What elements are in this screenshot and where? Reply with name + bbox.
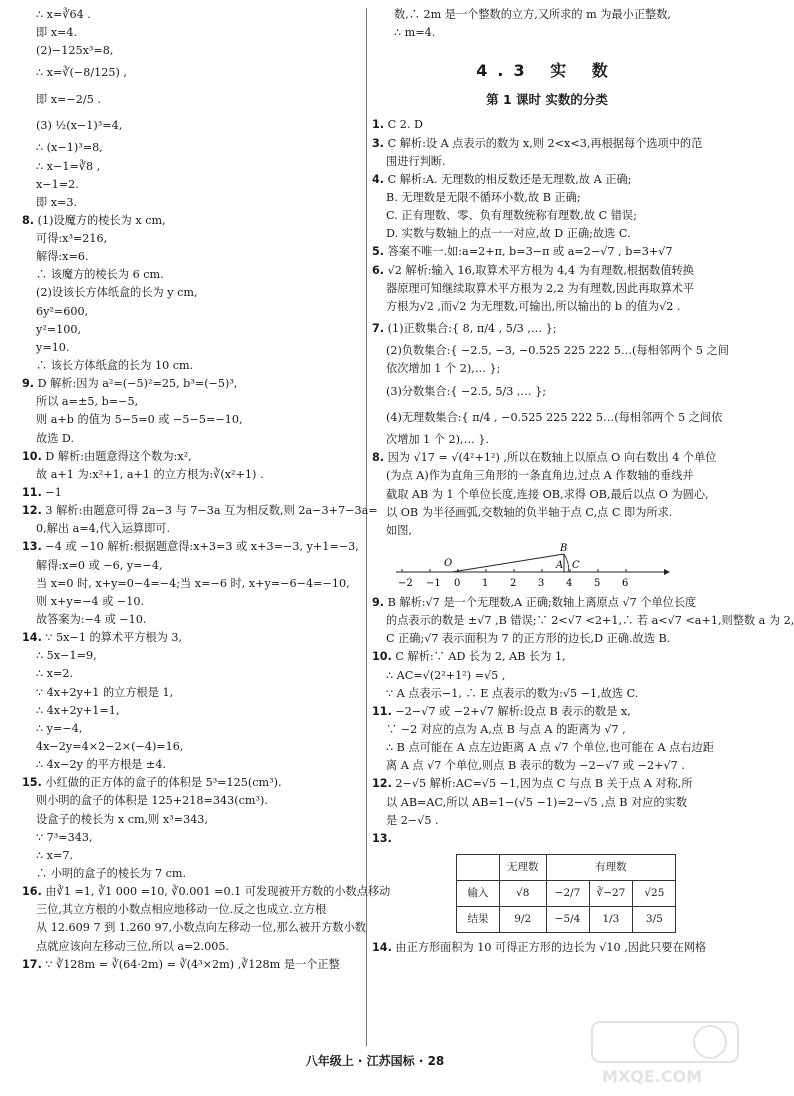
answer-text: −2−√7 或 −2+√7 解析:设点 B 表示的数是 x, xyxy=(395,704,631,718)
answer-text: (2)负数集合:{ −2.5, −3, −0.525 225 222 5…(每相邻两个 5 之间 xyxy=(386,344,729,358)
answer-line xyxy=(22,158,362,176)
answer-line xyxy=(372,262,722,280)
answer-line xyxy=(22,357,362,375)
answer-text: 三位,其立方根的小数点相应地移动一位.反之也成立.立方根 xyxy=(36,903,327,917)
question-number: 9. xyxy=(22,377,35,391)
answer-line xyxy=(372,794,722,812)
number-line-figure xyxy=(392,542,672,590)
answer-text: 器原理可知继续取算术平方根为 2,2 为有理数,因此再取算术平 xyxy=(386,281,695,295)
answer-text: 故 a+1 为:x²+1, a+1 的立方根为:∛(x²+1) . xyxy=(36,467,264,481)
answer-text: 离 A 点 √7 个单位,则点 B 表示的数为 −2−√7 或 −2+√7 . xyxy=(386,759,685,773)
answer-text: (4)无理数集合:{ π/4 , −0.525 225 222 5…(每相邻两个 5 之间依 xyxy=(386,410,723,424)
answer-text: 即 x=4. xyxy=(36,26,78,40)
answer-line xyxy=(372,739,722,757)
answer-line xyxy=(22,87,362,113)
answer-text: ∵ 4x+2y+1 的立方根是 1, xyxy=(36,685,174,699)
answer-text: 数,∴ 2m 是一个整数的立方,又所求的 m 为最小正整数, xyxy=(394,8,671,21)
table-cell: 输入 xyxy=(457,881,500,907)
answer-text: 小红做的正方体的盒子的体积是 5³=125(cm³). xyxy=(45,776,282,790)
answer-line xyxy=(372,522,722,540)
answer-text: 故答案为:−4 或 −10. xyxy=(36,613,147,627)
answer-line xyxy=(22,303,362,321)
answer-text: ∴ 该魔方的棱长为 6 cm. xyxy=(36,268,164,282)
answer-line xyxy=(372,6,722,24)
tick-label: 5 xyxy=(594,578,601,590)
answer-line xyxy=(22,230,362,248)
answer-line xyxy=(372,405,722,431)
answer-text: 由∛1 =1, ∛1 000 =10, ∛0.001 =0.1 可发现被开方数的小数点移动 xyxy=(45,885,391,899)
answer-text: ∴ 该长方体纸盒的长为 10 cm. xyxy=(36,359,194,373)
answer-line xyxy=(22,339,362,357)
answer-line xyxy=(372,280,722,298)
answer-line xyxy=(372,171,722,189)
question-number: 5. xyxy=(372,245,385,259)
axis-arrow xyxy=(664,569,670,575)
answer-text: 以 OB 为半径画弧,交数轴的负半轴于点 C,点 C 即为所求. xyxy=(386,505,673,519)
answer-text: ∴ 4x+2y+1=1, xyxy=(36,703,120,717)
answer-line xyxy=(22,139,362,157)
answer-text: D. 实数与数轴上的点一一对应,故 D 正确;故选 C. xyxy=(386,227,631,241)
answer-line xyxy=(22,448,362,466)
answer-line xyxy=(372,135,722,153)
answer-text: (2)−125x³=8, xyxy=(36,44,114,58)
answer-text: B 解析:√7 是一个无理数,A 正确;数轴上离原点 √7 个单位长度 xyxy=(387,596,697,610)
answer-text: 点就应该向左移动三位,所以 a=2.005. xyxy=(36,939,229,953)
table-cell: 1/3 xyxy=(589,907,633,933)
answer-text: −1 xyxy=(45,486,62,500)
answer-line xyxy=(22,60,362,86)
question-number: 11. xyxy=(22,486,42,500)
table-cell: 有理数 xyxy=(546,855,676,881)
answer-text: 解得:x=6. xyxy=(36,250,89,264)
answer-line xyxy=(372,189,722,207)
label-o: O xyxy=(444,558,453,570)
answer-text: (3)分数集合:{ −2.5, 5/3 ,… }; xyxy=(386,384,547,398)
answer-line xyxy=(372,342,729,360)
answer-text: ∴ x=7. xyxy=(36,848,74,862)
question-number: 13. xyxy=(22,540,42,554)
label-c: C xyxy=(572,560,580,572)
answer-line xyxy=(372,775,722,793)
question-number: 11. xyxy=(372,704,392,718)
answer-line xyxy=(22,919,366,937)
answer-text: (为点 A)作为直角三角形的一条直角边,过点 A 作数轴的垂线并 xyxy=(386,469,694,483)
answer-text: ∵ ∛128m = ∛(64·2m) = ∛(4³×2m) ,∛128m 是一个正整 xyxy=(45,957,340,971)
answer-text: C 解析:A. 无理数的相反数还是无理数,故 A 正确; xyxy=(387,172,632,186)
answer-text: C 2. D xyxy=(387,118,423,132)
table-cell: 结果 xyxy=(457,907,500,933)
answer-text: 3 解析:由题意可得 2a−3 与 7−3a 互为相反数,则 2a−3+7−3a= xyxy=(45,504,378,518)
tick-label: 3 xyxy=(538,578,545,590)
answer-text: 则小明的盒子的体积是 125+218=343(cm³). xyxy=(36,794,268,808)
answer-line xyxy=(372,830,722,848)
question-number: 15. xyxy=(22,776,42,790)
answer-line xyxy=(22,42,362,60)
table-cell: 9/2 xyxy=(500,907,547,933)
answer-text: 截取 AB 为 1 个单位长度,连接 OB,求得 OB,最后以点 O 为圆心, xyxy=(386,487,709,501)
table-cell: 3/5 xyxy=(633,907,676,933)
table-cell: −2/7 xyxy=(546,881,589,907)
question-number: 12. xyxy=(372,777,392,791)
question-number: 12. xyxy=(22,504,42,518)
answer-text: 如图, xyxy=(386,523,412,537)
answer-text: D 解析:由题意得这个数为:x², xyxy=(45,449,192,463)
answer-text: 所以 a=±5, b=−5, xyxy=(36,395,139,409)
answer-line xyxy=(372,685,722,703)
answer-text: 方根为√2 ,而√2 为无理数,可输出,所以输出的 b 的值为√2 . xyxy=(386,299,681,313)
answer-line xyxy=(22,774,362,792)
answer-text: 的点表示的数是 ±√7 ,B 错误;∵ 2<√7 <2+1,∴ 若 a<√7 <a+1,则整数 a 为 2, xyxy=(386,614,794,628)
watermark-logo xyxy=(590,1018,740,1088)
answer-text: ∵ −2 对应的点为 A,点 B 与点 A 的距离为 √7 , xyxy=(386,723,626,737)
answer-line xyxy=(22,665,362,683)
answer-line xyxy=(372,594,722,612)
answer-line xyxy=(22,829,362,847)
answer-line xyxy=(22,847,362,865)
answer-line xyxy=(22,938,362,956)
answer-line xyxy=(22,266,362,284)
answer-line xyxy=(22,466,362,484)
answer-text: 从 12.609 7 到 1.260 97,小数点向左移动一位,那么被开方数小数 xyxy=(36,921,366,935)
answer-line xyxy=(372,630,722,648)
answer-text: 故选 D. xyxy=(36,431,75,445)
answer-line xyxy=(372,24,722,42)
table-cell: 无理数 xyxy=(500,855,547,881)
answer-line xyxy=(372,225,722,243)
answer-text: C 正确;√7 表示面积为 7 的正方形的边长,D 正确.故选 B. xyxy=(386,632,671,646)
table-row xyxy=(457,907,676,933)
table-row xyxy=(457,881,676,907)
answer-line xyxy=(372,116,722,134)
answer-line xyxy=(22,883,391,901)
page-footer: 八年级上 · 江苏国标 · 28 xyxy=(305,1054,445,1068)
answer-text: −4 或 −10 解析:根据题意得:x+3=3 或 x+3=−3, y+1=−3, xyxy=(45,540,359,554)
answer-text: ∴ x=∛(−8/125) , xyxy=(36,66,127,80)
question-number: 17. xyxy=(22,957,42,971)
answer-text: (3) ½(x−1)³=4, xyxy=(36,119,123,133)
answer-line xyxy=(22,811,362,829)
answer-line xyxy=(22,738,362,756)
answer-line xyxy=(22,557,362,575)
answer-line xyxy=(372,298,722,316)
section-title: 4.3 实 数 xyxy=(476,61,618,81)
answer-line xyxy=(22,865,362,883)
tick-label: 6 xyxy=(622,578,629,590)
answer-text: ∴ 小明的盒子的棱长为 7 cm. xyxy=(36,866,187,880)
answer-text: C. 正有理数、零、负有理数统称有理数,故 C 错误; xyxy=(386,209,637,223)
answer-text: B. 无理数是无限不循环小数,故 B 正确; xyxy=(386,191,581,204)
arc-bc xyxy=(564,554,569,572)
tick-label: 4 xyxy=(566,578,573,590)
answer-line xyxy=(22,702,362,720)
question-number: 14. xyxy=(22,631,42,645)
question-number: 8. xyxy=(22,213,35,227)
answer-text: ∴ y=−4, xyxy=(36,721,83,735)
answer-line xyxy=(372,431,722,449)
right-column xyxy=(372,6,794,957)
answer-text: ∴ x−1=∛8 , xyxy=(36,159,101,173)
answer-line xyxy=(22,684,362,702)
answer-text: (2)设该长方体纸盒的长为 y cm, xyxy=(36,286,198,300)
tick-label: 1 xyxy=(482,578,489,590)
answer-line xyxy=(372,243,722,261)
answer-text: ∵ A 点表示−1, ∴ E 点表示的数为:√5 −1,故选 C. xyxy=(386,686,639,700)
answer-line xyxy=(372,316,722,342)
question-number: 9. xyxy=(372,596,385,610)
answer-text: ∴ 4x−2y 的平方根是 ±4. xyxy=(36,758,167,772)
answer-text: 次增加 1 个 2),… }. xyxy=(386,433,489,447)
tick-label: 2 xyxy=(510,578,517,590)
answer-line xyxy=(372,648,722,666)
table-cell: ∛−27 xyxy=(589,881,633,907)
answer-text: ∴ AC=√(2²+1²) =√5 , xyxy=(386,668,506,682)
answer-line xyxy=(372,612,794,630)
answer-line xyxy=(372,467,722,485)
label-a: A xyxy=(556,560,564,572)
answer-line xyxy=(22,593,362,611)
question-number: 14. xyxy=(372,941,392,955)
question-number: 16. xyxy=(22,885,42,899)
table-header-row xyxy=(457,855,676,881)
answer-text: ∴ x=∛64 . xyxy=(36,8,91,21)
answer-line xyxy=(22,647,362,665)
answer-text: 围进行判断. xyxy=(386,154,446,168)
answer-text: 答案不唯一.如:a=2+π, b=3−π 或 a=2−√7 , b=3+√7 xyxy=(387,245,673,259)
answer-line xyxy=(372,703,722,721)
answer-text: 是 2−√5 . xyxy=(386,813,439,827)
answer-line xyxy=(372,667,722,685)
answer-text: 即 x=3. xyxy=(36,195,78,209)
question-number: 4. xyxy=(372,172,385,186)
answer-text: 0,解出 a=4,代入运算即可. xyxy=(36,522,171,536)
answer-text: 4x−2y=4×2−2×(−4)=16, xyxy=(36,740,184,753)
answer-line xyxy=(22,538,362,556)
question-number: 6. xyxy=(372,263,385,277)
answer-line xyxy=(372,449,722,467)
question-number: 3. xyxy=(372,136,385,150)
left-column xyxy=(22,6,391,974)
answer-line xyxy=(22,113,362,139)
answer-line xyxy=(22,375,362,393)
answer-text: 因为 √17 = √(4²+1²) ,所以在数轴上以原点 O 向右数出 4 个单位 xyxy=(387,451,717,465)
tick-label: −1 xyxy=(426,578,441,590)
answer-line xyxy=(22,212,362,230)
answer-line xyxy=(22,248,362,266)
answer-line xyxy=(22,629,362,647)
answer-line xyxy=(22,430,362,448)
answer-text: D 解析:因为 a²=(−5)²=25, b³=(−5)³, xyxy=(37,377,238,391)
answer-line xyxy=(22,792,362,810)
table-cell: √25 xyxy=(633,881,676,907)
answer-text: y²=100, xyxy=(36,322,82,336)
answer-line xyxy=(22,575,362,593)
answer-line xyxy=(372,939,722,957)
answer-line xyxy=(22,393,362,411)
right-body xyxy=(372,116,729,540)
answer-line xyxy=(372,486,722,504)
answer-text: 则 x+y=−4 或 −10. xyxy=(36,594,145,608)
answer-text: ∵ 5x−1 的算术平方根为 3, xyxy=(45,631,183,645)
answer-line xyxy=(372,757,722,775)
answer-line xyxy=(22,176,362,194)
answer-line xyxy=(372,207,722,225)
segment-ob xyxy=(452,554,564,572)
answer-text: 依次增加 1 个 2),… }; xyxy=(386,362,501,376)
classification-table xyxy=(456,854,676,933)
label-b: B xyxy=(560,543,568,555)
answer-line xyxy=(22,901,362,919)
answer-text: ∴ x=2. xyxy=(36,667,74,681)
answer-text: 2−√5 解析:AC=√5 −1,因为点 C 与点 B 关于点 A 对称,所 xyxy=(395,777,693,791)
answer-text: C 解析:设 A 点表示的数为 x,则 2<x<3,再根据每个选项中的范 xyxy=(387,136,703,150)
answer-text: 解得:x=0 或 −6, y=−4, xyxy=(36,558,163,572)
answer-line xyxy=(22,411,362,429)
right-after-figure xyxy=(372,594,794,848)
answer-text: ∴ (x−1)³=8, xyxy=(36,141,103,155)
answer-text: 可得:x³=216, xyxy=(36,232,108,246)
answer-text: 6y²=600, xyxy=(36,304,89,318)
watermark-text: MXQE.COM xyxy=(602,1067,703,1086)
question-number: 13. xyxy=(372,831,392,845)
tick-label: −2 xyxy=(398,578,413,590)
answer-line xyxy=(372,812,722,830)
answer-line xyxy=(22,484,362,502)
answer-text: (1)正数集合:{ 8, π/4 , 5/3 ,… }; xyxy=(387,321,557,335)
table-cell: √8 xyxy=(500,881,547,907)
answer-text: 即 x=−2/5 . xyxy=(36,92,101,106)
answer-text: C 解析:∵ AD 长为 2, AB 长为 1, xyxy=(395,650,566,664)
answer-text: 由正方形面积为 10 可得正方形的边长为 √10 ,因此只要在网格 xyxy=(395,941,707,955)
answer-line xyxy=(372,153,722,171)
answer-text: ∴ 5x−1=9, xyxy=(36,649,97,663)
answer-line xyxy=(22,756,362,774)
answer-text: x−1=2. xyxy=(36,177,79,191)
answer-line xyxy=(22,520,362,538)
answer-line xyxy=(372,504,722,522)
tick-label: 0 xyxy=(454,578,461,590)
lesson-title: 第 1 课时 实数的分类 xyxy=(486,92,608,108)
question-number: 10. xyxy=(372,650,392,664)
right-top-continuation xyxy=(372,6,722,42)
answer-line xyxy=(22,321,362,339)
answer-line xyxy=(22,24,362,42)
answer-text: 以 AB=AC,所以 AB=1−(√5 −1)=2−√5 ,点 B 对应的实数 xyxy=(386,795,688,809)
answer-text: ∵ 7³=343, xyxy=(36,830,93,844)
answer-text: √2 解析:输入 16,取算术平方根为 4,4 为有理数,根据数值转换 xyxy=(387,263,694,277)
question-number: 8. xyxy=(372,451,385,465)
answer-line xyxy=(22,502,378,520)
answer-text: ∴ B 点可能在 A 点左边距离 A 点 √7 个单位,也可能在 A 点右边距 xyxy=(386,741,714,755)
answer-line xyxy=(22,194,362,212)
question-number: 7. xyxy=(372,321,385,335)
answer-line xyxy=(22,284,362,302)
answer-line xyxy=(22,956,362,974)
answer-text: 当 x=0 时, x+y=0−4=−4;当 x=−6 时, x+y=−6−4=−10, xyxy=(36,576,350,590)
question-number: 1. xyxy=(372,118,385,132)
answer-line xyxy=(22,6,362,24)
question-number: 10. xyxy=(22,449,42,463)
answer-line xyxy=(372,379,722,405)
answer-text: 则 a+b 的值为 5−5=0 或 −5−5=−10, xyxy=(36,413,243,427)
table-cell: −5/4 xyxy=(546,907,589,933)
table-cell xyxy=(457,855,500,881)
answer-text: y=10. xyxy=(36,340,70,354)
answer-line xyxy=(22,611,362,629)
answer-text: 设盒子的棱长为 x cm,则 x³=343, xyxy=(36,812,208,826)
answer-line xyxy=(372,360,722,378)
answer-text: ∴ m=4. xyxy=(394,26,436,40)
answer-line xyxy=(372,721,722,739)
answer-line xyxy=(22,720,362,738)
answer-text: (1)设魔方的棱长为 x cm, xyxy=(37,213,166,227)
